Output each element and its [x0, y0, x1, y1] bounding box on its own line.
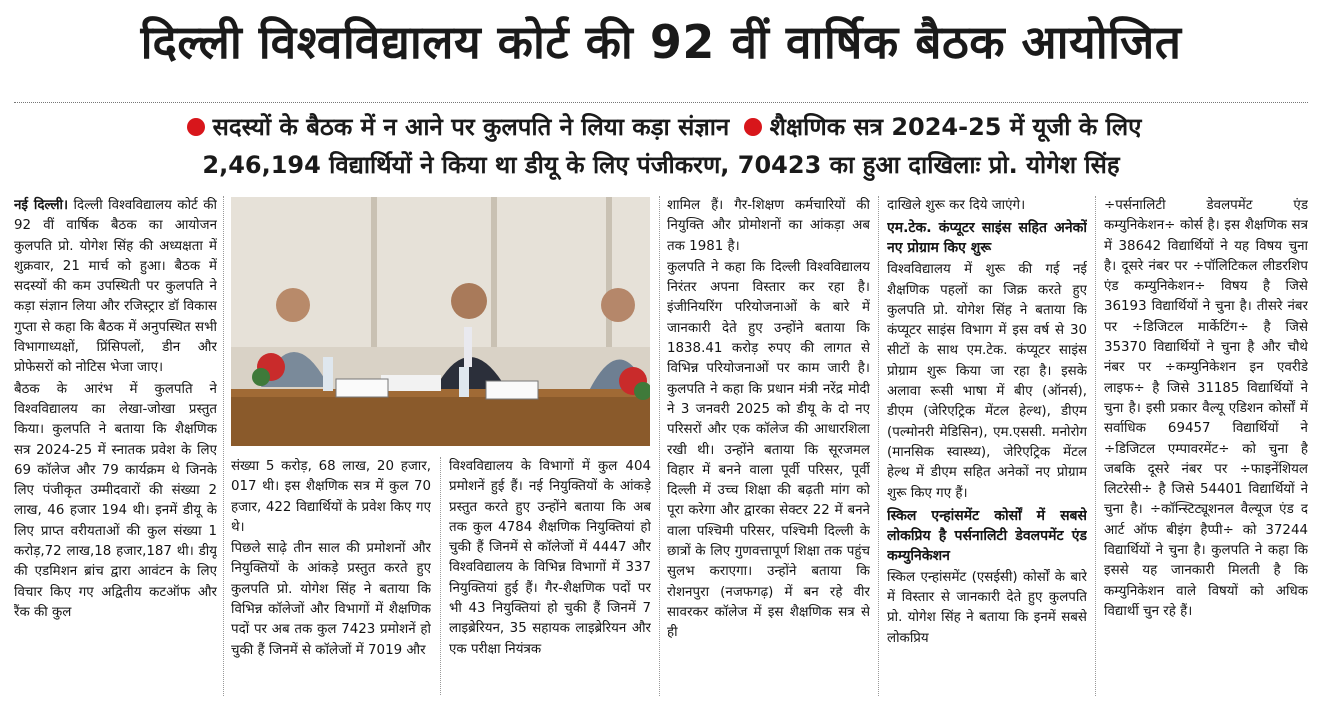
subheading-skill-courses: स्किल एन्हांसमेंट कोर्सों में सबसे लोकप्रिय है पर्सनालिटी डेवलपमेंट एंड कम्युनिकेशन [887, 507, 1087, 564]
col5-paragraph-3: स्किल एन्हांसमेंट (एसईसी) कोर्सों के बारे में विस्तार से जानकारी देते हुए कुलपति प्रो. योगेश सिंह ने बताया कि इनमें सबसे लोकप्रिय [887, 569, 1087, 646]
article-column-3 [449, 457, 651, 695]
column-divider [223, 196, 224, 696]
headline: दिल्ली विश्वविद्यालय कोर्ट की 92 वीं वार्षिक बैठक आयोजित [140, 15, 1182, 69]
col3-paragraph-1: विश्वविद्यालय के विभागों में कुल 404 प्रमोशनें हुई हैं। नई नियुक्तियों के आंकड़े प्रस्तुत करते हुए उन्होंने बताया कि अब तक कुल 4784 शैक्षणिक नियुक्तियां हो चुकी हैं जिनमें से कॉलेजों में 4447 और विश्वविद्यालय के विभिन्न विभागों में 337 नियुक्तियां हुई हैं। गैर-शैक्षणिक पदों पर भी 43 नियुक्तियां हो चुकी हैं जिनमें 7 लाइब्रेरियन, 35 सहायक लाइब्रेरियन और एक परीक्षा नियंत्रक [449, 459, 651, 657]
subheading-mtech: एम.टेक. कंप्यूटर साइंस सहित अनेकों नए प्रोग्राम किए शुरू [887, 220, 1087, 257]
article-column-4 [667, 196, 870, 696]
article-column-2 [231, 457, 431, 695]
column-divider [1095, 196, 1096, 696]
column-divider [440, 457, 441, 695]
deck-point-1: सदस्यों के बैठक में न आने पर कुलपति ने लिया कड़ा संज्ञान [212, 113, 730, 141]
meeting-photo [231, 197, 650, 446]
col5-paragraph-2: विश्वविद्यालय में शुरू की गई नई शैक्षणिक पहलों का जिक्र करते हुए कुलपति प्रो. योगेश सिंह ने बताया कि कंप्यूटर साइंस विभाग में इस वर्ष से 30 सीटों के साथ एम.टेक. कंप्यूटर साइंस प्रोग्राम शुरू किया जा रहा है। इसके अलावा रूसी भाषा में बीए (ऑनर्स), डीएम (जेरिएट्रिक मेंटल हेल्थ), डीएम (पल्मोनरी मेडिसिन), एम.एससी. मनोरोग (मानसिक स्वास्थ्य), जेरिएट्रिक मेंटल हेल्थ में डीएम सहित अनेकों नए प्रोग्राम शुरू किए गए हैं। [887, 262, 1087, 501]
col6-paragraph-1: ÷पर्सनालिटी डेवलपमेंट एंड कम्युनिकेशन÷ कोर्स है। इस शैक्षणिक सत्र में 38642 विद्यार्थियों ने यह विषय चुना है। दूसरे नंबर पर ÷पॉलिटिकल लीडरशिप एंड कम्युनिकेशन÷ विषय है जिसे 36193 विद्यार्थियों ने चुना है। तीसरे नंबर पर ÷डिजिटल मार्केटिंग÷ है जिसे 35370 विद्यार्थियों ने चुना है और चौथे नंबर पर ÷कम्युनिकेशन इन एवरीडे लाइफ÷ है जिसे 31185 विद्यार्थियों ने चुना है। इसी प्रकार वैल्यू एडिशन कोर्सों में सर्वाधिक 69457 विद्यार्थियों ने ÷डिजिटल एम्पावरमेंट÷ को चुना है जबकि दूसरे नंबर पर ÷फाइनेंशियल लिटरेसी÷ है जिसे 54401 विद्यार्थियों ने चुना है। ÷कॉन्स्टिट्यूशनल वैल्यूज एंड द आर्ट ऑफ बीइंग हैप्पी÷ को 37244 विद्यार्थियों ने चुना है। कुलपति ने कहा कि इससे यह जानकारी मिलती है कि कम्युनिकेशन वाले विषयों को अधिक विद्यार्थी चुन रहे हैं। [1104, 198, 1308, 619]
article-column-1 [14, 196, 217, 696]
col1-paragraph-2: बैठक के आरंभ में कुलपति ने विश्वविद्यालय का लेखा-जोखा प्रस्तुत किया। कुलपति ने बताया कि शैक्षणिक सत्र 2024-25 में स्नातक प्रवेश के लिए 69 कॉलेज और 79 कार्यक्रम थे जिनके लिए पंजीकृत उम्मीदवारों की संख्या 2 लाख, 46 हजार 194 थी। इनमें डीयू के लिए प्राप्त वरीयताओं की कुल संख्या 1 करोड़,72 लाख,18 हजार,187 थी। डीयू की एडमिशन ब्रांच द्वारा आवंटन के लिए विचार किए गए अद्वितीय कटऑफ और रैंक की कुल [14, 381, 217, 620]
bullet-dot-icon [187, 118, 205, 136]
col5-paragraph-1: दाखिले शुरू कर दिये जाएंगे। [887, 198, 1026, 213]
col1-paragraph-1: दिल्ली विश्वविद्यालय कोर्ट की 92 वीं वार्षिक बैठक का आयोजन कुलपति प्रो. योगेश सिंह की अध्यक्षता में शुक्रवार, 21 मार्च को हुआ। बैठक में सदस्यों की कम उपस्थिती पर कुलपति ने कड़ा संज्ञान लिया और रजिस्ट्रार डॉ विकास गुप्ता से कहा कि बैठक में अनुपस्थित सभी विभागाध्यक्षों, प्रिंसिपलों, डीन और प्रोफेसरों को नोटिस भेजा जाए। [14, 198, 217, 376]
article-column-5 [887, 196, 1087, 696]
col2-paragraph-1: संख्या 5 करोड़, 68 लाख, 20 हजार, 017 थी। इस शैक्षणिक सत्र में कुल 70 हजार, 422 विद्यार्थियों के प्रवेश किए गए थे। [231, 459, 431, 535]
col4-paragraph-1: शामिल हैं। गैर-शिक्षण कर्मचारियों की नियुक्ति और प्रोमोशनों का आंकड़ा अब तक 1981 है। [667, 198, 870, 254]
deck-line-2: 2,46,194 विद्यार्थियों ने किया था डीयू के लिए पंजीकरण, 70423 का हुआ दाखिलाः प्रो. योगेश सिंह [202, 151, 1120, 179]
column-divider [878, 196, 879, 696]
col4-paragraph-2: कुलपति ने कहा कि दिल्ली विश्वविद्यालय निरंतर अपना विस्तार कर रहा है। इंजीनियरिंग परियोजनाओं के बारे में जानकारी देते हुए उन्होंने बताया कि 1838.41 करोड़ रुपए की लागत से विभिन्न परियोजनाओं पर काम जारी है। कुलपति ने कहा कि प्रधान मंत्री नरेंद्र मोदी ने 3 जनवरी 2025 को डीयू के दो नए परिसरों और एक कॉलेज की आधारशिला रखी थी। उन्होंने बताया कि सूरजमल विहार में बनने वाला पूर्वी परिसर, पूर्वी दिल्ली में उच्च शिक्षा की बढ़ती मांग को पूरा करेगा और द्वारका सेक्टर 22 में बनने वाला पश्चिमी परिसर, पश्चिमी दिल्ली के छात्रों के लिए गुणवत्तापूर्ण शिक्षा तक पहुंच सुलभ कराएगा। उन्होंने बताया कि रोशनपुरा (नजफगढ़) में बन रहे वीर सावरकर कॉलेज में इस शैक्षणिक सत्र से ही [667, 259, 870, 641]
deck-point-2: शैक्षणिक सत्र 2024-25 में यूजी के लिए [769, 113, 1142, 141]
article-column-6 [1104, 196, 1308, 696]
col2-paragraph-2: पिछले साढ़े तीन साल की प्रमोशनों और नियुक्तियों के आंकड़े प्रस्तुत करते हुए कुलपति प्रो. योगेश सिंह ने बताया कि विभिन्न कॉलेजों और विभागों में शैक्षणिक पदों पर अब तक कुल 7423 प्रमोशनें हो चुकी हैं जिनमें से कॉलेजों में 7019 और [231, 541, 431, 658]
meeting-photo-image [231, 197, 650, 446]
headline-divider [14, 102, 1308, 103]
deck-line-1 [0, 110, 1322, 144]
dateline: नई दिल्ली। [14, 198, 69, 213]
column-divider [659, 196, 660, 696]
bullet-dot-icon [744, 118, 762, 136]
